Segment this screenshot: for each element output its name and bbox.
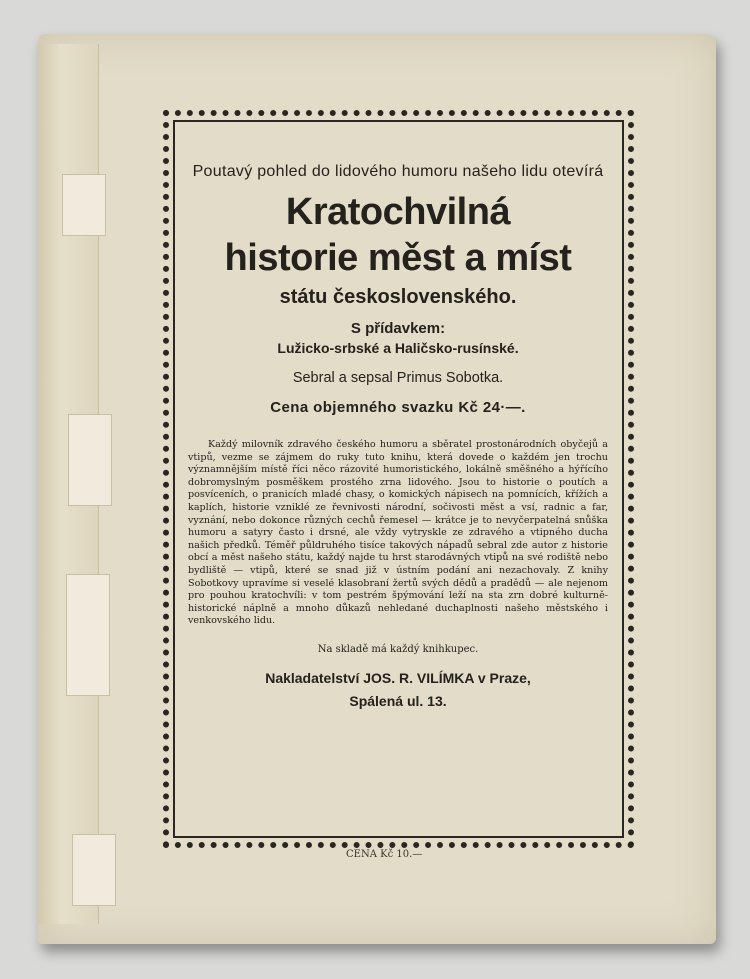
torn-edge <box>62 174 106 236</box>
advertisement-panel <box>186 120 610 832</box>
stock-note: Na skladě má každý knihkupec. <box>317 643 479 655</box>
publisher-line-2: Spálená ul. 13. <box>349 692 447 709</box>
torn-edge <box>72 834 116 906</box>
subtitle: státu československého. <box>279 286 517 308</box>
supplement-text: Lužicko-srbské a Haličsko-rusínské. <box>277 340 519 356</box>
author-line: Sebral a sepsal Primus Sobotka. <box>292 370 504 386</box>
lead-text: Poutavý pohled do lidového humoru našeho lidu otevírá <box>192 163 604 180</box>
title-line-1: Kratochvilná <box>285 191 511 233</box>
title-line-2: historie měst a míst <box>224 237 572 279</box>
cover-price: CENA Kč 10.— <box>346 849 423 860</box>
torn-edge <box>66 574 110 696</box>
torn-edge <box>68 414 112 506</box>
publisher-line-1: Nakladatelství JOS. R. VILÍMKA v Praze, <box>265 669 531 686</box>
description-paragraph: Každý milovník zdravého českého humoru a sběratel prostonárodních obyčejů a vtipů, vezme se zájmem do ruky tuto knihu, která dovede o každém jen trochu významnějším místě říci něco rázovité humoristického, lokálně směšného a hýřícího dobromyslným posměškem prostého zrna lidového. Jsou to historie o poutích a posvíceních, o pranicích mladé chasy, o komických nápisech na pomnících, křížích a kaplích, historie vzniklé ze řevnivosti národní, sočivosti měst a vsí, radnic a far, vyznání, nebo dokonce různých cechů řemesel — krátce je to nevyčerpatelná snůška humoru a satyry často i drsné, ale vždy vytryskle ze zdravého a vtipného ducha našich předků. Téměř půldruhého tisíce takových nápadů sebral zde autor z historie obcí a měst našeho státu, každý najde tu hrst starodávných vtipů na své rodiště nebo bydliště — vtipů, které se snad již v ústním podání ani nezachovaly. Z knihy Sobotkovy upravíme si veselé klasobraní žertů svých dědů a pradědů — ale nejenom pro pouhou kratochvíli: v tom pestrém špýmování leží na sta zrn dobré kulturně-historické náplně a mnoho důkazů nehledané duchaplnosti našeho městského i venkovského lidu. <box>188 439 608 627</box>
price-line: Cena objemného svazku Kč 24·—. <box>270 399 526 416</box>
supplement-label: S přídavkem: <box>350 320 446 337</box>
